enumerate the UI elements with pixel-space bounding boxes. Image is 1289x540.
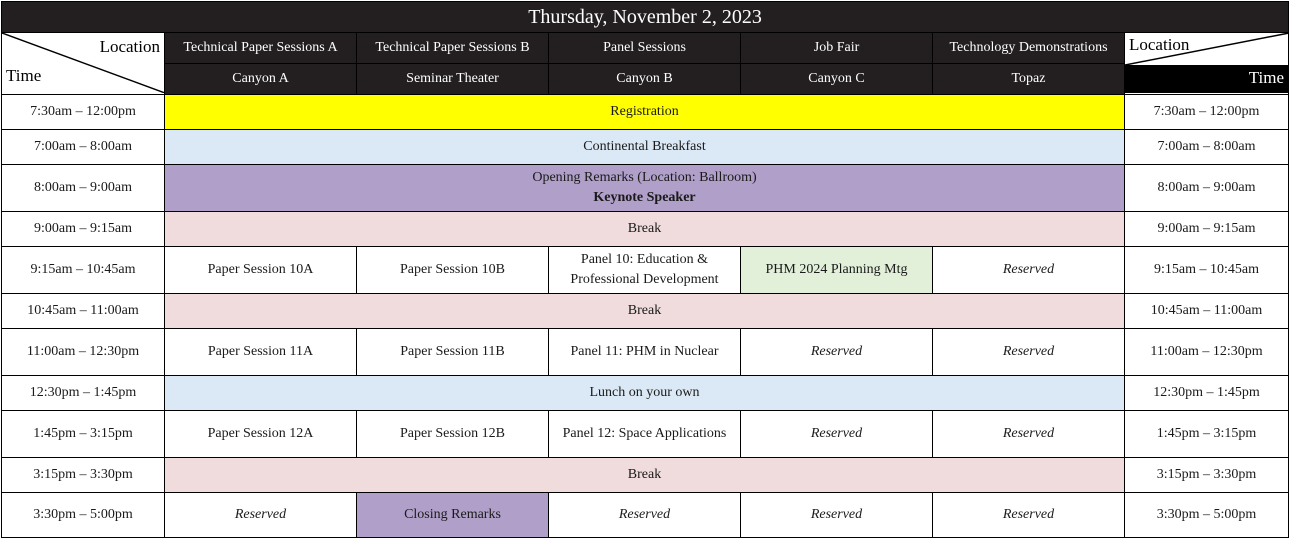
time-cell: 3:15pm – 3:30pm bbox=[2, 458, 165, 493]
schedule-row bbox=[2, 411, 1289, 458]
schedule-row bbox=[2, 294, 1289, 329]
time-cell-right: 7:30am – 12:00pm bbox=[1125, 95, 1289, 130]
room-header-1: Seminar Theater bbox=[357, 64, 549, 95]
session-cell: Panel 11: PHM in Nuclear bbox=[549, 329, 741, 376]
session-cell: Paper Session 12B bbox=[357, 411, 549, 458]
time-cell: 7:30am – 12:00pm bbox=[2, 95, 165, 130]
room-header-row bbox=[2, 64, 1289, 95]
time-cell-right: 3:30pm – 5:00pm bbox=[1125, 493, 1289, 538]
time-cell: 3:30pm – 5:00pm bbox=[2, 493, 165, 538]
schedule-row bbox=[2, 165, 1289, 212]
full-width-event: Break bbox=[165, 294, 1125, 329]
track-header-2: Panel Sessions bbox=[549, 33, 741, 64]
right-corner-header bbox=[1125, 33, 1289, 95]
reserved-cell: Reserved bbox=[933, 329, 1125, 376]
schedule-row bbox=[2, 493, 1289, 538]
time-cell: 1:45pm – 3:15pm bbox=[2, 411, 165, 458]
room-header-3: Canyon C bbox=[741, 64, 933, 95]
keynote-label: Keynote Speaker bbox=[593, 190, 696, 205]
track-header-0: Technical Paper Sessions A bbox=[165, 33, 357, 64]
time-cell-right: 9:15am – 10:45am bbox=[1125, 247, 1289, 294]
reserved-cell: Reserved bbox=[741, 493, 933, 538]
location-label-right: Location bbox=[1129, 35, 1190, 54]
session-cell: Paper Session 12A bbox=[165, 411, 357, 458]
time-cell-right: 3:15pm – 3:30pm bbox=[1125, 458, 1289, 493]
track-header-4: Technology Demonstrations bbox=[933, 33, 1125, 64]
session-cell: Paper Session 10B bbox=[357, 247, 549, 294]
time-cell-right: 12:30pm – 1:45pm bbox=[1125, 376, 1289, 411]
session-cell: Panel 10: Education & Professional Development bbox=[549, 247, 741, 294]
track-header-1: Technical Paper Sessions B bbox=[357, 33, 549, 64]
room-header-2: Canyon B bbox=[549, 64, 741, 95]
time-cell-right: 11:00am – 12:30pm bbox=[1125, 329, 1289, 376]
session-cell: Panel 12: Space Applications bbox=[549, 411, 741, 458]
session-cell: Paper Session 11A bbox=[165, 329, 357, 376]
schedule-row bbox=[2, 458, 1289, 493]
session-cell: Paper Session 11B bbox=[357, 329, 549, 376]
reserved-cell: Reserved bbox=[741, 329, 933, 376]
opening-remarks-label: Opening Remarks (Location: Ballroom) bbox=[532, 170, 757, 185]
reserved-cell: Reserved bbox=[933, 247, 1125, 294]
session-cell: PHM 2024 Planning Mtg bbox=[741, 247, 933, 294]
reserved-cell: Reserved bbox=[933, 411, 1125, 458]
time-cell-right: 9:00am – 9:15am bbox=[1125, 212, 1289, 247]
full-width-event: Registration bbox=[165, 95, 1125, 130]
time-cell-right: 1:45pm – 3:15pm bbox=[1125, 411, 1289, 458]
left-corner-header bbox=[2, 33, 165, 95]
time-cell-right: 10:45am – 11:00am bbox=[1125, 294, 1289, 329]
full-width-event: Break bbox=[165, 458, 1125, 493]
session-cell: Paper Session 10A bbox=[165, 247, 357, 294]
time-label-left: Time bbox=[6, 66, 42, 85]
time-cell: 9:15am – 10:45am bbox=[2, 247, 165, 294]
schedule-row bbox=[2, 130, 1289, 165]
reserved-cell: Reserved bbox=[165, 493, 357, 538]
room-header-0: Canyon A bbox=[165, 64, 357, 95]
reserved-cell: Reserved bbox=[741, 411, 933, 458]
full-width-event: Break bbox=[165, 212, 1125, 247]
reserved-cell: Reserved bbox=[549, 493, 741, 538]
time-cell-right: 8:00am – 9:00am bbox=[1125, 165, 1289, 212]
full-width-event bbox=[165, 165, 1125, 212]
schedule-row bbox=[2, 376, 1289, 411]
reserved-cell: Reserved bbox=[933, 493, 1125, 538]
schedule-table bbox=[1, 1, 1289, 538]
time-cell: 9:00am – 9:15am bbox=[2, 212, 165, 247]
schedule-row bbox=[2, 95, 1289, 130]
schedule-row bbox=[2, 212, 1289, 247]
location-label-left: Location bbox=[99, 37, 160, 56]
title-row bbox=[2, 2, 1289, 33]
time-cell: 11:00am – 12:30pm bbox=[2, 329, 165, 376]
closing-remarks-cell: Closing Remarks bbox=[357, 493, 549, 538]
full-width-event: Lunch on your own bbox=[165, 376, 1125, 411]
track-header-3: Job Fair bbox=[741, 33, 933, 64]
time-cell: 10:45am – 11:00am bbox=[2, 294, 165, 329]
room-header-4: Topaz bbox=[933, 64, 1125, 95]
time-cell: 7:00am – 8:00am bbox=[2, 130, 165, 165]
schedule-row bbox=[2, 247, 1289, 294]
time-cell: 8:00am – 9:00am bbox=[2, 165, 165, 212]
time-label-right: Time bbox=[1248, 68, 1285, 87]
track-header-row bbox=[2, 33, 1289, 64]
schedule-row bbox=[2, 329, 1289, 376]
time-cell: 12:30pm – 1:45pm bbox=[2, 376, 165, 411]
schedule-title: Thursday, November 2, 2023 bbox=[2, 2, 1289, 33]
time-cell-right: 7:00am – 8:00am bbox=[1125, 130, 1289, 165]
full-width-event: Continental Breakfast bbox=[165, 130, 1125, 165]
